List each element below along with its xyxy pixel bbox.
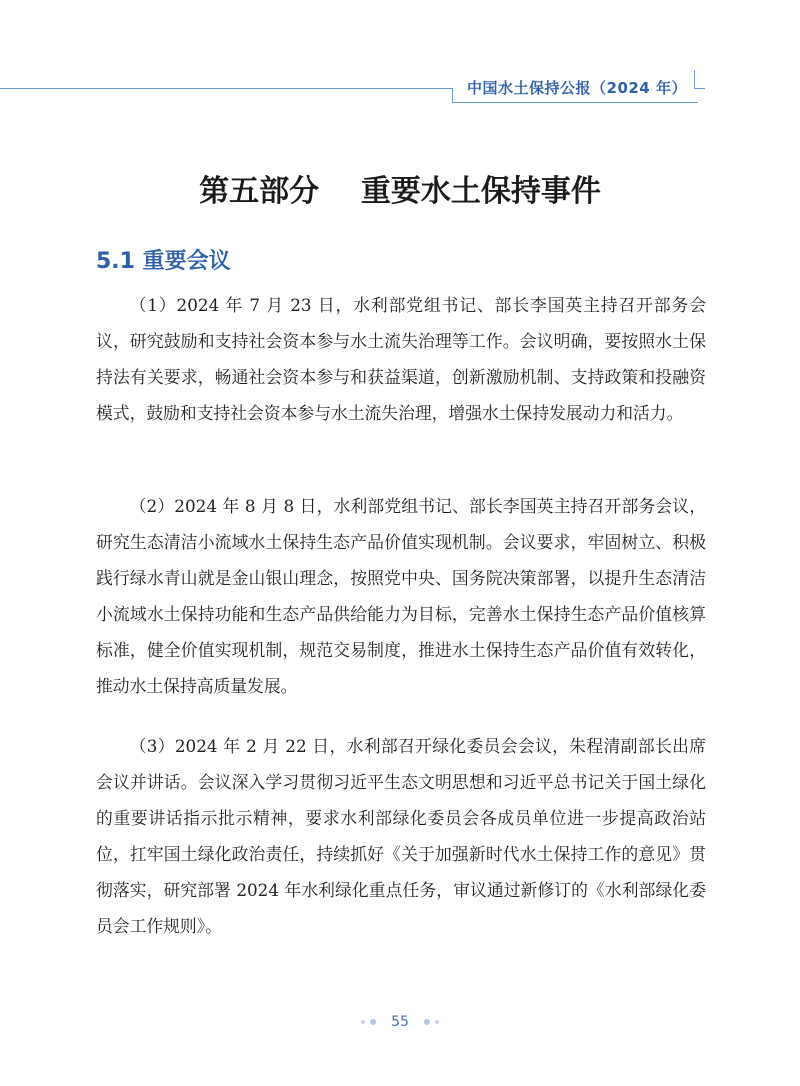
footer-dot-decoration bbox=[435, 1020, 439, 1024]
header-rule-left bbox=[0, 88, 452, 89]
paragraph-meeting-2: （2）2024 年 8 月 8 日，水利部党组书记、部长李国英主持召开部务会议，研究生态清洁小流域水土保持生态产品价值实现机制。会议要求，牢固树立、积极践行绿水青山就是金山银山理念，按照党中央、国务院决策部署，以提升生态清洁小流域水土保持功能和生态产品供给能力为目标，完善水土保持生态产品价值核算标准，健全价值实现机制，规范交易制度，推进水土保持生态产品价值有效转化，推动水土保持高质量发展。 bbox=[96, 496, 706, 696]
part-title: 第五部分 重要水土保持事件 bbox=[199, 174, 601, 209]
page-number: 55 bbox=[391, 1013, 409, 1030]
paragraph-meeting-1: （1）2024 年 7 月 23 日，水利部党组书记、部长李国英主持召开部务会议，研究鼓励和支持社会资本参与水土流失治理等工作。会议明确，要按照水土保持法有关要求，畅通社会资本参与和获益渠道，创新激励机制、支持政策和投融资模式，鼓励和支持社会资本参与水土流失治理，增强水土保持发展动力和活力。 bbox=[96, 295, 706, 423]
paragraph-meeting-3: （3）2024 年 2 月 22 日，水利部召开绿化委员会会议，朱程清副部长出席会议并讲话。会议深入学习贯彻习近平生态文明思想和习近平总书记关于国土绿化的重要讲话指示批示精神，要求水利部绿化委员会各成员单位进一步提高政治站位，扛牢国土绿化政治责任，持续抓好《关于加强新时代水土保持工作的意见》贯彻落实，研究部署 2024 年水利绿化重点任务，审议通过新修订的《水利部绿化委员会工作规则》。 bbox=[96, 736, 706, 936]
page-footer bbox=[0, 1011, 800, 1031]
footer-dot-decoration bbox=[361, 1020, 365, 1024]
footer-dot-decoration bbox=[370, 1019, 376, 1025]
footer-dot-decoration bbox=[424, 1019, 430, 1025]
section-heading: 5.1 重要会议 bbox=[96, 249, 231, 274]
header-rule-under bbox=[452, 102, 698, 103]
header-bracket-ornament bbox=[694, 70, 705, 89]
running-header-title: 中国水土保持公报（2024 年） bbox=[467, 79, 687, 97]
header-rule-step bbox=[452, 88, 453, 102]
